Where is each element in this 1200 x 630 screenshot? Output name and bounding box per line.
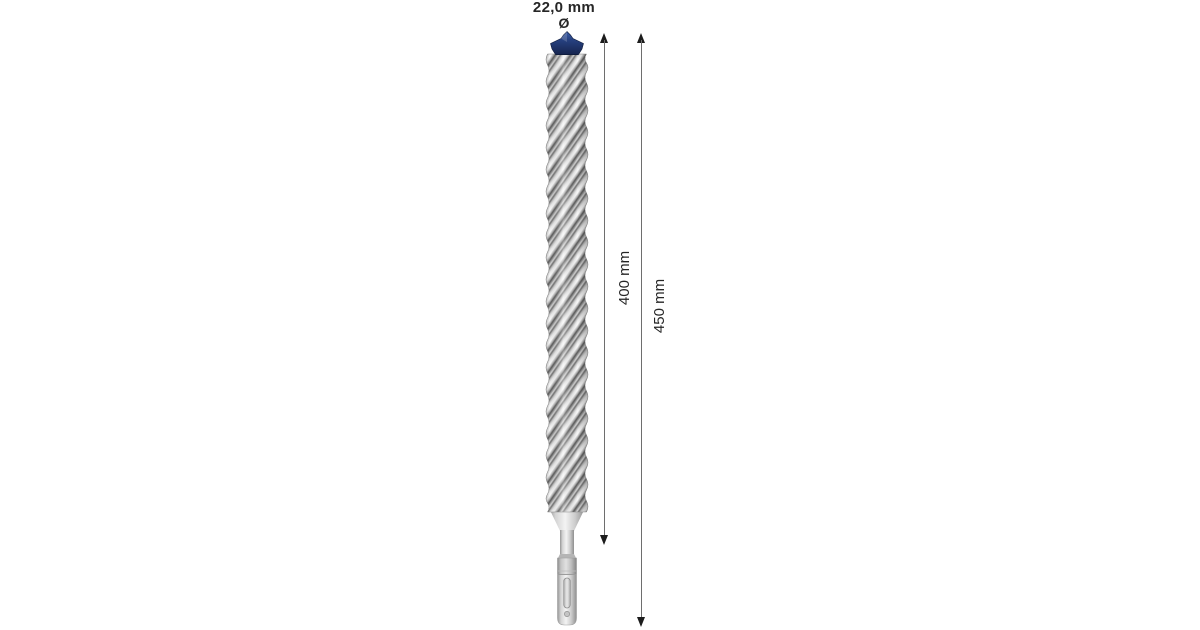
shank-dimple [564,611,569,616]
arrow-down-icon [600,535,608,545]
dimension-line [641,40,642,620]
dimension-line-450 [637,33,646,627]
flute-shading [543,54,591,512]
working-length-label: 400 mm [616,250,633,306]
diameter-symbol: Ø [558,15,570,31]
diameter-label: 22,0 mm [532,0,596,16]
dimension-line-400 [600,33,609,545]
shank-groove-band [558,558,577,574]
total-length-label: 450 mm [651,278,668,334]
arrow-down-icon [637,617,645,627]
sds-slot [564,578,570,608]
dimension-line [604,40,605,538]
drill-bit-illustration [537,28,597,628]
drill-neck [560,530,574,555]
